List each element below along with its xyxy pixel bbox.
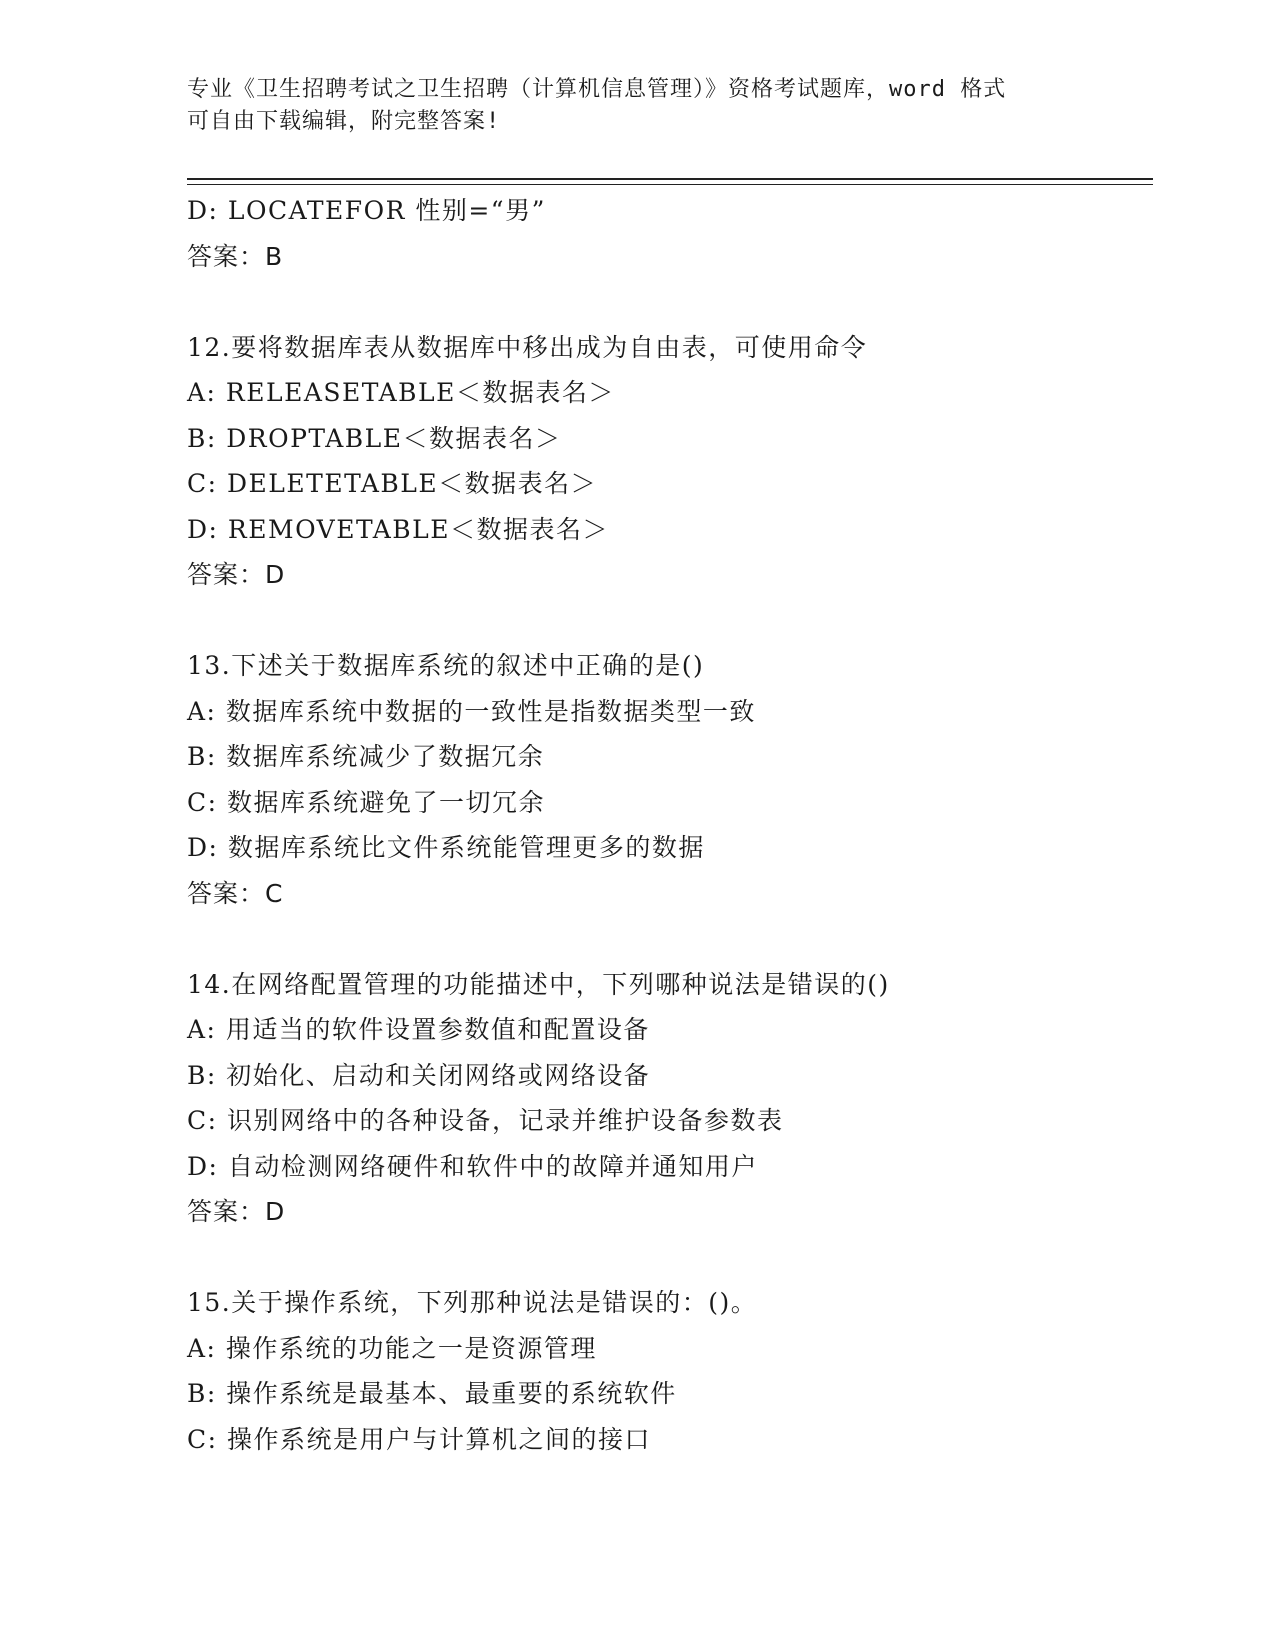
spacer xyxy=(187,279,1167,325)
header-line-1: 专业《卫生招聘考试之卫生招聘（计算机信息管理）》资格考试题库，word 格式 xyxy=(187,77,1007,102)
question-14 xyxy=(187,962,1167,1235)
spacer xyxy=(187,1235,1167,1281)
option-b: B: 初始化、启动和关闭网络或网络设备 xyxy=(187,1060,651,1090)
spacer xyxy=(187,598,1167,644)
header-divider-thin xyxy=(187,184,1153,185)
question-stem: 12.要将数据库表从数据库中移出成为自由表，可使用命令 xyxy=(187,332,868,362)
option-d: D: REMOVETABLE＜数据表名＞ xyxy=(187,514,610,544)
option-a: A: 操作系统的功能之一是资源管理 xyxy=(187,1333,597,1363)
question-stem: 15.关于操作系统，下列那种说法是错误的：()。 xyxy=(187,1288,758,1317)
option-b: B: DROPTABLE＜数据表名＞ xyxy=(187,423,562,453)
answer: 答案：D xyxy=(187,1197,286,1226)
option-b: B: 操作系统是最基本、最重要的系统软件 xyxy=(187,1379,677,1408)
answer: 答案：D xyxy=(187,560,286,589)
question-stem: 13.下述关于数据库系统的叙述中正确的是() xyxy=(187,651,705,680)
option-c: C: 数据库系统避免了一切冗余 xyxy=(187,787,545,817)
question-stem: 14.在网络配置管理的功能描述中，下列哪种说法是错误的() xyxy=(187,969,890,999)
document-header xyxy=(187,74,1087,138)
header-line-2: 可自由下载编辑，附完整答案! xyxy=(187,109,501,134)
option-d: D: 数据库系统比文件系统能管理更多的数据 xyxy=(187,833,705,862)
answer: 答案：C xyxy=(187,878,284,908)
spacer xyxy=(187,916,1167,962)
question-list xyxy=(187,188,1167,1462)
option-d: D: 自动检测网络硬件和软件中的故障并通知用户 xyxy=(187,1151,758,1181)
option-a: A: 用适当的软件设置参数值和配置设备 xyxy=(187,1015,650,1044)
option-c: C: 操作系统是用户与计算机之间的接口 xyxy=(187,1424,651,1454)
option-a: A: 数据库系统中数据的一致性是指数据类型一致 xyxy=(187,696,756,726)
option-c: C: DELETETABLE＜数据表名＞ xyxy=(187,469,598,498)
option-c: C: 识别网络中的各种设备，记录并维护设备参数表 xyxy=(187,1106,784,1135)
prev-answer: 答案：B xyxy=(187,241,284,271)
option-a: A: RELEASETABLE＜数据表名＞ xyxy=(187,378,615,407)
prev-option-d: D: LOCATEFOR 性别=“男” xyxy=(187,196,546,225)
question-13 xyxy=(187,643,1167,916)
question-12 xyxy=(187,325,1167,598)
header-divider-thick xyxy=(187,178,1153,180)
option-b: B: 数据库系统减少了数据冗余 xyxy=(187,742,545,771)
question-15 xyxy=(187,1280,1167,1462)
